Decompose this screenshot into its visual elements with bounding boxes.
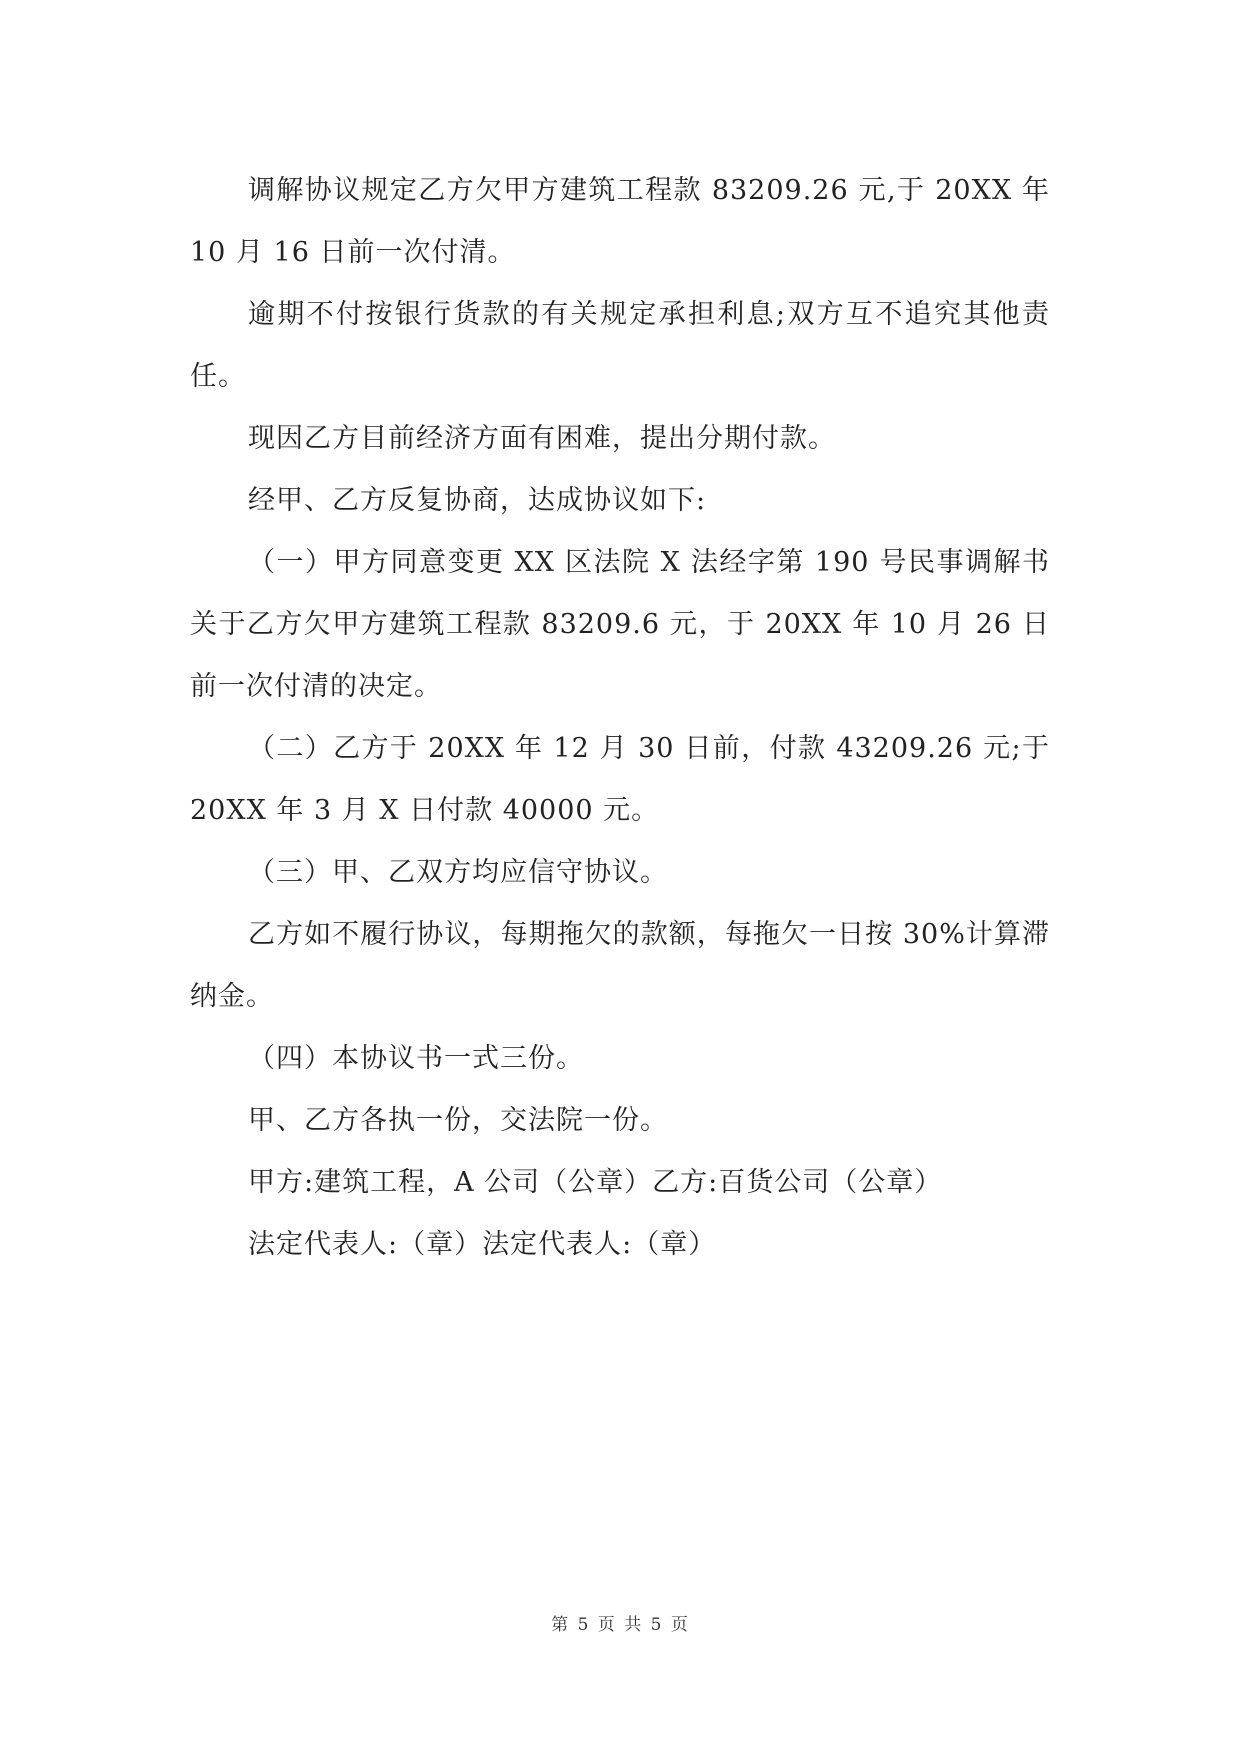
clause-three: （三）甲、乙双方均应信守协议。 [248, 857, 668, 888]
paragraph-installment-request: 现因乙方目前经济方面有困难，提出分期付款。 [248, 423, 836, 454]
signature-representatives: 法定代表人:（章）法定代表人:（章） [248, 1229, 717, 1260]
clause-four: （四）本协议书一式三份。 [248, 1043, 584, 1074]
document-body [190, 160, 1050, 1276]
paragraph-late-fee: 乙方如不履行协议，每期拖欠的款额，每拖欠一日按 30%计算滞纳金。 [190, 919, 1050, 1012]
clause-two: （二）乙方于 20XX 年 12 月 30 日前，付款 43209.26 元;于 20XX 年 3 月 X 日付款 40000 元。 [190, 733, 1050, 826]
page-number-footer: 第 5 页 共 5 页 [551, 1615, 690, 1635]
paragraph-mediation-terms: 调解协议规定乙方欠甲方建筑工程款 83209.26 元,于 20XX 年 10 月 16 日前一次付清。 [190, 175, 1050, 268]
signature-parties: 甲方:建筑工程，A 公司（公章）乙方:百货公司（公章） [248, 1167, 943, 1198]
paragraph-agreement-intro: 经甲、乙方反复协商，达成协议如下: [248, 485, 707, 516]
paragraph-overdue-interest: 逾期不付按银行货款的有关规定承担利息;双方互不追究其他责任。 [190, 299, 1050, 392]
clause-one: （一）甲方同意变更 XX 区法院 X 法经字第 190 号民事调解书关于乙方欠甲方建筑工程款 83209.6 元，于 20XX 年 10 月 26 日前一次付清的决定。 [190, 547, 1050, 702]
paragraph-copies: 甲、乙方各执一份，交法院一份。 [248, 1105, 668, 1136]
